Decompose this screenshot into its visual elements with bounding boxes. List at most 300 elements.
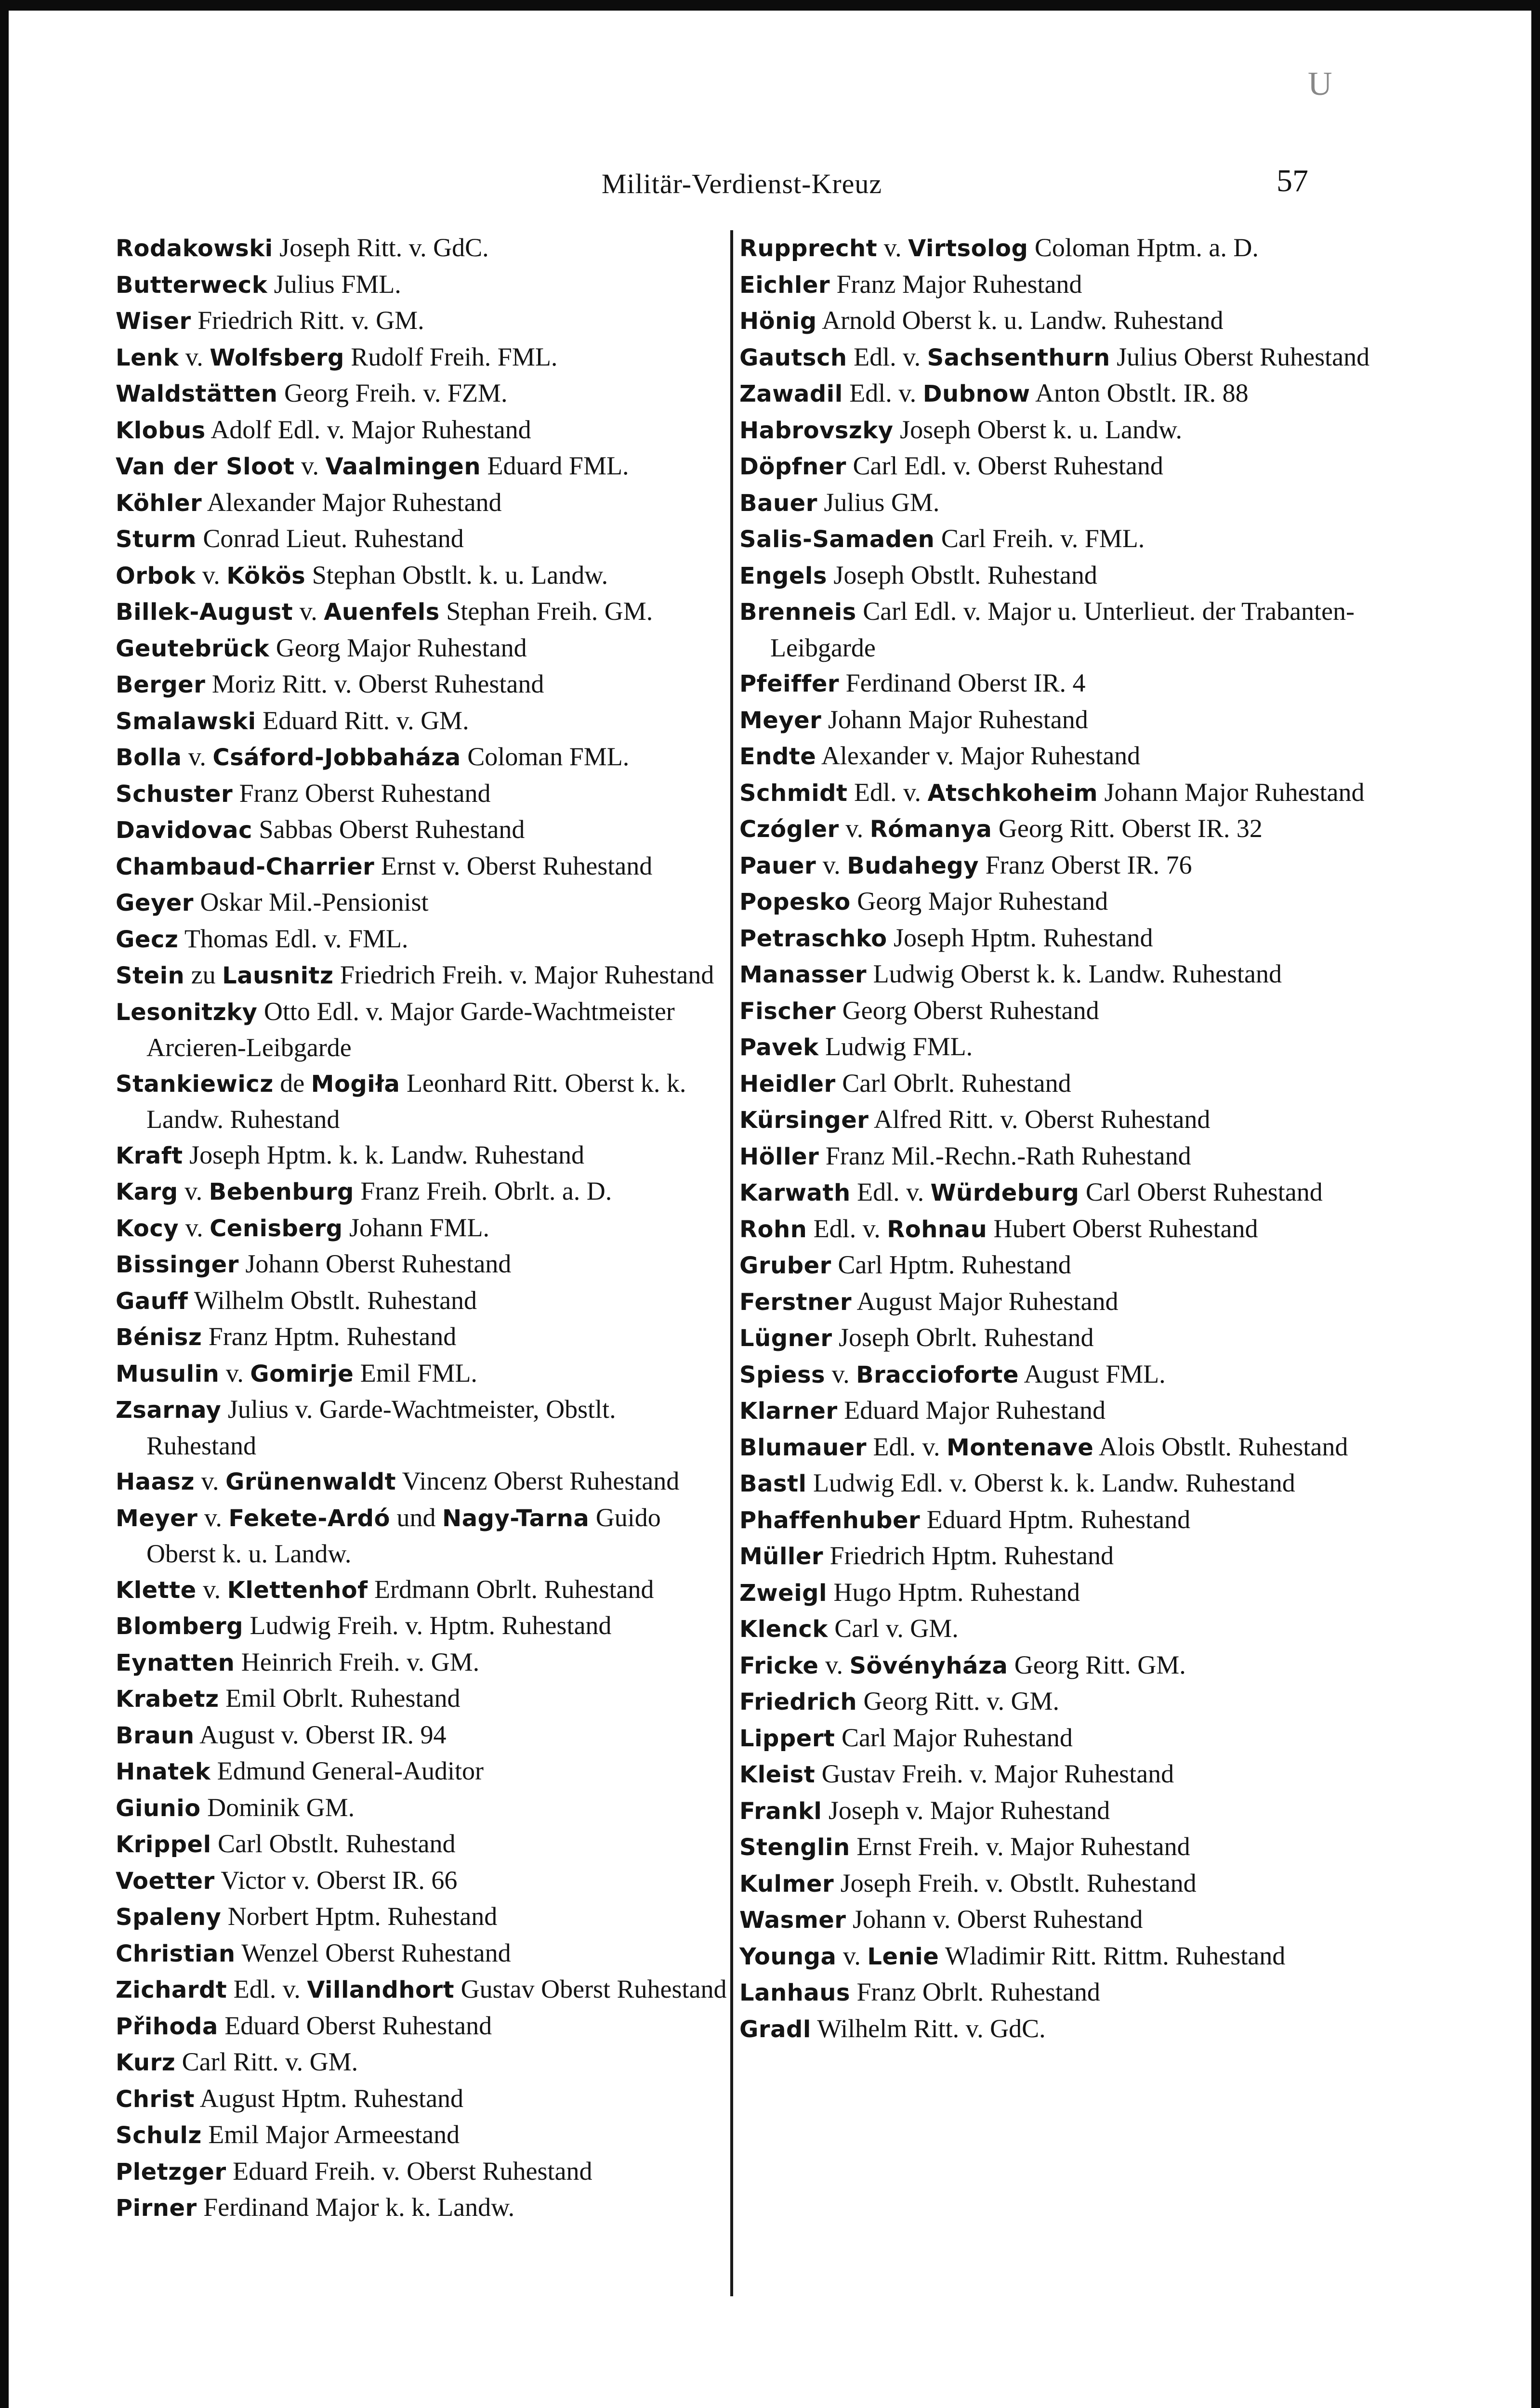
list-entry (739, 267, 1370, 303)
list-entry (116, 994, 730, 1066)
entry-mid: Edl. v. (850, 1178, 931, 1206)
entry-surname: Karg (116, 1178, 178, 1205)
list-entry (739, 1720, 1370, 1757)
list-entry (116, 1210, 730, 1247)
entry-surname: Köhler (116, 489, 202, 517)
entry-text: Franz Oberst Ruhestand (233, 778, 491, 808)
entry-surname: Braun (116, 1722, 195, 1749)
entry-surname: Krabetz (116, 1686, 219, 1713)
entry-mid: v. (178, 1177, 209, 1205)
entry-mid: v. (196, 560, 227, 589)
entry-mid: Edl. v. (847, 342, 927, 371)
entry-surname: Lenk (116, 344, 179, 371)
entry-surname: Lanhaus (739, 1979, 850, 2006)
entry-text: Carl Obstlt. Ruhestand (211, 1829, 456, 1858)
list-entry (739, 1211, 1370, 1248)
entry-surname: Engels (739, 562, 827, 589)
list-entry (739, 1756, 1370, 1793)
entry-text: Emil Major Armeestand (201, 2120, 460, 2149)
entry-text: Ludwig Edl. v. Oberst k. k. Landw. Ruhestand (806, 1468, 1295, 1497)
entry-name2: Grünenwaldt (225, 1468, 396, 1495)
entry-text: Friedrich Ritt. v. GM. (191, 306, 424, 335)
entry-text: Alfred Ritt. v. Oberst Ruhestand (869, 1105, 1211, 1134)
entry-text: Franz Hptm. Ruhestand (202, 1322, 457, 1351)
entry-mid: v. (196, 1574, 227, 1604)
list-entry (116, 267, 730, 303)
list-entry (116, 2154, 730, 2190)
entry-text: Emil FML. (354, 1358, 477, 1387)
entry-surname: Rohn (739, 1216, 807, 1243)
list-entry (739, 1066, 1370, 1102)
entry-surname: Bastl (739, 1470, 807, 1497)
list-entry (116, 812, 730, 849)
entry-name2: Rómanya (869, 816, 992, 843)
entry-surname: Meyer (116, 1505, 198, 1532)
list-entry (116, 340, 730, 376)
entry-text: Carl Ritt. v. GM. (175, 2047, 358, 2076)
entry-mid: Edl. v. (847, 777, 928, 807)
list-entry (116, 921, 730, 958)
list-entry (739, 811, 1370, 848)
list-entry (739, 1648, 1370, 1684)
entry-surname: Salis-Samaden (739, 526, 935, 553)
entry-text: Georg Major Ruhestand (269, 633, 527, 662)
list-entry (739, 1611, 1370, 1648)
entry-text: Stephan Freih. GM. (439, 597, 653, 626)
entry-name2: Atschkoheim (927, 779, 1098, 807)
entry-surname: Klobus (116, 417, 206, 444)
list-entry (739, 884, 1370, 920)
entry-mid: v. (182, 742, 213, 771)
entry-surname: Gruber (739, 1252, 831, 1279)
entry-text: Dominik GM. (200, 1793, 355, 1822)
entry-surname: Blumauer (739, 1434, 867, 1461)
list-entry (739, 1575, 1370, 1611)
entry-surname: Zweigl (739, 1579, 827, 1607)
entry-name2: Dubnow (922, 380, 1030, 407)
entry-name2: Csáford-Jobbaháza (212, 744, 461, 771)
entry-text: Otto Edl. v. Major Garde-Wachtmeister Arcieren-Leibgarde (146, 996, 675, 1062)
list-entry (739, 993, 1370, 1030)
entry-text: Carl Edl. v. Major u. Unterlieut. der Trabanten-Leibgarde (770, 597, 1355, 662)
entry-surname: Stein (116, 962, 185, 989)
entry-surname: Geutebrück (116, 635, 270, 662)
list-entry (116, 776, 730, 812)
entry-text: Joseph Ritt. v. GdC. (273, 233, 489, 262)
entry-surname: Wasmer (739, 1907, 846, 1934)
entry-surname: Pletzger (116, 2158, 226, 2186)
entry-text: August v. Oberst IR. 94 (194, 1720, 447, 1749)
entry-surname: Habrovszky (739, 417, 894, 444)
entry-mid: v. (825, 1359, 856, 1388)
entry-text: Eduard Major Ruhestand (837, 1396, 1106, 1425)
entry-mid: v. (179, 342, 210, 371)
entry-name2: Kökös (226, 562, 306, 589)
entry-text: Julius FML. (267, 269, 401, 299)
entry-surname: Hönig (739, 308, 817, 335)
entry-surname: Gradl (739, 2015, 811, 2043)
entry-surname: Waldstätten (116, 380, 278, 407)
entry-surname: Eichler (739, 271, 830, 299)
list-entry (739, 1829, 1370, 1866)
entry-surname: Karwath (739, 1179, 851, 1206)
list-entry (739, 1502, 1370, 1539)
list-entry (739, 1975, 1370, 2011)
entry-surname: Pirner (116, 2195, 197, 2222)
entry-text: Joseph Obstlt. Ruhestand (827, 560, 1097, 589)
entry-surname: Kulmer (739, 1870, 834, 1898)
entry-text: Joseph v. Major Ruhestand (822, 1795, 1110, 1825)
entry-text: Ferdinand Oberst IR. 4 (839, 668, 1086, 697)
entry-text: Johann FML. (342, 1213, 490, 1242)
entry-surname: Stenglin (739, 1834, 850, 1861)
entry-surname: Zawadil (739, 380, 843, 407)
list-entry (116, 376, 730, 412)
list-entry (739, 412, 1370, 449)
entry-text: Gustav Oberst Ruhestand (454, 1975, 727, 2003)
entry-text: Alois Obstlt. Ruhestand (1093, 1432, 1348, 1461)
entry-surname: Gauff (116, 1287, 188, 1315)
entry-surname: Younga (739, 1943, 837, 1970)
entry-mid: v. (293, 597, 324, 626)
list-entry (116, 1972, 730, 2008)
entry-surname: Gautsch (739, 344, 847, 371)
entry-text: Joseph Hptm. k. k. Landw. Ruhestand (183, 1140, 585, 1169)
entry-text: Norbert Hptm. Ruhestand (221, 1902, 498, 1931)
entry-surname: Endte (739, 743, 816, 770)
entry-text: Carl Freih. v. FML. (935, 524, 1145, 553)
entry-surname: Ferstner (739, 1288, 852, 1316)
entry-surname: Haasz (116, 1468, 195, 1495)
entry-text: Oskar Mil.-Pensionist (193, 888, 429, 916)
list-entry (739, 1429, 1370, 1466)
list-entry (739, 775, 1370, 811)
entry-text: Wilhelm Obstlt. Ruhestand (188, 1285, 477, 1315)
entry-surname: Wiser (116, 308, 191, 335)
entry-name2: Vaalmingen (325, 453, 481, 480)
entry-name2: Mogiła (311, 1070, 400, 1098)
list-entry (739, 594, 1370, 666)
list-entry (116, 558, 730, 594)
list-entry (739, 1175, 1370, 1211)
entry-surname: Butterweck (116, 271, 268, 299)
list-entry (739, 1284, 1370, 1321)
entry-surname: Kurz (116, 2049, 176, 2076)
entry-surname: Spaleny (116, 1904, 222, 1931)
list-entry (116, 1246, 730, 1283)
entry-name2: Cenisberg (210, 1215, 343, 1242)
list-entry (116, 1790, 730, 1827)
entry-text: Wladimir Ritt. Rittm. Ruhestand (939, 1941, 1286, 1970)
list-entry (116, 1863, 730, 1899)
entry-text: Adolf Edl. v. Major Ruhestand (205, 415, 531, 444)
list-entry (116, 1608, 730, 1645)
entry-surname: Phaffenhuber (739, 1506, 921, 1534)
entry-surname: Müller (739, 1543, 824, 1570)
entry-name2: Gomirje (250, 1360, 354, 1387)
entry-text: Carl Obrlt. Ruhestand (835, 1068, 1071, 1098)
entry-text: Johann v. Oberst Ruhestand (846, 1905, 1143, 1934)
entry-text: Franz Oberst IR. 76 (979, 850, 1192, 879)
entry-surname: Bissinger (116, 1251, 239, 1278)
entry-mid: v. (294, 451, 326, 480)
list-entry (739, 1393, 1370, 1429)
entry-text: Carl Hptm. Ruhestand (831, 1250, 1071, 1279)
entry-text: Johann Major Ruhestand (821, 705, 1088, 734)
entry-surname: Friedrich (739, 1688, 857, 1715)
entry-text: Eduard Ritt. v. GM. (256, 706, 469, 735)
entry-text: Carl Major Ruhestand (835, 1723, 1073, 1752)
entry-surname: Blomberg (116, 1613, 243, 1640)
entry-mid: v. (219, 1358, 250, 1387)
entry-surname: Geyer (116, 890, 194, 916)
entry-surname: Orbok (116, 562, 196, 589)
entry-surname: Schuster (116, 780, 233, 808)
list-entry (116, 1356, 730, 1392)
entry-text: Hugo Hptm. Ruhestand (827, 1577, 1080, 1607)
entry-text: Alexander v. Major Ruhestand (816, 741, 1141, 770)
entry-text: Leonhard Ritt. Oberst k. k. Landw. Ruhestand (146, 1068, 686, 1134)
entry-surname: Stankiewicz (116, 1070, 274, 1098)
entry-mid: de (273, 1068, 311, 1098)
list-entry (739, 448, 1370, 485)
running-header: Militär-Verdienst-Kreuz (601, 168, 882, 199)
entry-surname: Fischer (739, 997, 836, 1025)
entry-name2: Lausnitz (222, 962, 334, 989)
list-entry (739, 521, 1370, 558)
entry-surname: Döpfner (739, 453, 846, 480)
list-entry (116, 1066, 730, 1138)
entry-surname: Meyer (739, 707, 822, 734)
list-entry (116, 739, 730, 776)
entry-surname: Berger (116, 671, 206, 698)
entry-surname: Chambaud-Charrier (116, 853, 375, 880)
list-entry (116, 1681, 730, 1717)
entry-text: Carl v. GM. (828, 1614, 959, 1643)
list-entry (116, 885, 730, 921)
entry-name2: Lenie (867, 1943, 939, 1970)
entry-text: Stephan Obstlt. k. u. Landw. (305, 560, 608, 589)
list-entry (116, 1464, 730, 1500)
entry-surname: Bauer (739, 489, 817, 517)
list-entry (739, 485, 1370, 522)
entry-text: Georg Ritt. GM. (1008, 1650, 1186, 1679)
entry-surname: Eynatten (116, 1649, 235, 1676)
entry-name2: Montenave (947, 1434, 1094, 1461)
entry-text: Vincenz Oberst Ruhestand (396, 1466, 680, 1495)
list-entry (116, 1754, 730, 1790)
entry-text: Friedrich Hptm. Ruhestand (823, 1541, 1114, 1570)
entry-text: Friedrich Freih. v. Major Ruhestand (333, 960, 714, 989)
entry-surname: Kraft (116, 1142, 183, 1169)
list-entry (116, 2117, 730, 2154)
entry-text: Ludwig FML. (818, 1032, 973, 1061)
entry-text: Victor v. Oberst IR. 66 (214, 1865, 458, 1895)
entry-surname: Schulz (116, 2122, 202, 2149)
entry-surname: Davidovac (116, 817, 252, 844)
left-column (116, 230, 730, 2226)
entry-surname: Zsarnay (116, 1397, 222, 1424)
entry-text: Ludwig Freih. v. Hptm. Ruhestand (243, 1611, 612, 1640)
entry-text: Georg Freih. v. FZM. (277, 379, 508, 407)
entry-mid: v. (179, 1213, 210, 1242)
entry-mid2: und (390, 1503, 443, 1532)
entry-text: Ernst v. Oberst Ruhestand (374, 851, 653, 880)
list-entry (739, 1247, 1370, 1284)
entry-mid: Edl. v. (227, 1975, 307, 2003)
entry-surname: Lügner (739, 1325, 832, 1352)
list-entry (116, 1936, 730, 1972)
list-entry (739, 340, 1370, 376)
entry-mid: v. (818, 1650, 850, 1679)
column-divider (730, 230, 733, 2296)
entry-surname: Musulin (116, 1360, 220, 1387)
list-entry (739, 1320, 1370, 1357)
entry-name2: Wolfsberg (210, 344, 344, 371)
entry-text: Georg Major Ruhestand (850, 887, 1108, 916)
right-column (739, 230, 1370, 2047)
entry-text: Joseph Freih. v. Obstlt. Ruhestand (834, 1868, 1197, 1898)
entry-surname: Zichardt (116, 1976, 227, 2003)
entry-name2: Rohnau (887, 1216, 987, 1243)
entry-surname: Kleist (739, 1761, 816, 1788)
list-entry (116, 1717, 730, 1754)
entry-text: Wilhelm Ritt. v. GdC. (811, 2014, 1046, 2043)
list-entry (739, 1793, 1370, 1830)
entry-text: Julius Oberst Ruhestand (1110, 342, 1370, 371)
list-entry (116, 2081, 730, 2118)
list-entry (116, 957, 730, 994)
entry-surname: Bénisz (116, 1324, 202, 1351)
entry-text: Georg Oberst Ruhestand (836, 995, 1099, 1025)
list-entry (739, 1902, 1370, 1938)
entry-mid: v. (836, 1941, 868, 1970)
entry-surname: Bolla (116, 744, 182, 771)
entry-text: Franz Freih. Obrlt. a. D. (354, 1177, 612, 1205)
entry-text: Franz Major Ruhestand (830, 269, 1082, 299)
list-entry (116, 2044, 730, 2081)
entry-text: Franz Mil.-Rechn.-Rath Ruhestand (819, 1141, 1191, 1170)
entry-text: Sabbas Oberst Ruhestand (252, 815, 525, 844)
entry-surname: Giunio (116, 1794, 201, 1822)
entry-surname: Spiess (739, 1361, 826, 1388)
list-entry (739, 1684, 1370, 1720)
list-entry (739, 2011, 1370, 2048)
list-entry (739, 1538, 1370, 1575)
entry-text: Wenzel Oberst Ruhestand (235, 1938, 511, 1967)
entry-surname: Popesko (739, 889, 851, 916)
list-entry (739, 666, 1370, 702)
entry-mid: v. (194, 1466, 225, 1495)
list-entry (739, 376, 1370, 412)
list-entry (739, 702, 1370, 739)
entry-surname: Christ (116, 2085, 195, 2113)
corner-mark: U (1308, 65, 1332, 103)
list-entry (116, 448, 730, 485)
list-entry (116, 1572, 730, 1609)
entry-surname: Klette (116, 1576, 197, 1604)
entry-text: Joseph Obrlt. Ruhestand (832, 1323, 1094, 1352)
entry-mid: v. (877, 233, 908, 262)
entry-text: Coloman FML. (461, 742, 630, 771)
entry-surname: Billek-August (116, 599, 293, 626)
entry-name2: Virtsolog (908, 235, 1028, 262)
list-entry (116, 1645, 730, 1681)
entry-surname: Smalawski (116, 707, 256, 735)
entry-text: Conrad Lieut. Ruhestand (196, 524, 464, 553)
entry-text: Carl Edl. v. Oberst Ruhestand (846, 451, 1163, 480)
entry-text: Eduard Hptm. Ruhestand (920, 1505, 1191, 1534)
entry-text: Johann Major Ruhestand (1098, 777, 1365, 807)
entry-surname: Voetter (116, 1867, 215, 1895)
entry-name2: Klettenhof (227, 1576, 368, 1604)
entry-surname: Christian (116, 1940, 236, 1967)
entry-surname: Krippel (116, 1831, 211, 1858)
entry-name2: Auenfels (324, 599, 440, 626)
entry-text: Coloman Hptm. a. D. (1028, 233, 1259, 262)
entry-surname: Pfeiffer (739, 670, 840, 697)
list-entry (116, 1138, 730, 1174)
list-entry (739, 1866, 1370, 1902)
entry-text: Alexander Major Ruhestand (202, 487, 502, 517)
list-entry (739, 1466, 1370, 1502)
entry-name2: Fekete-Ardó (228, 1505, 391, 1532)
list-entry (739, 230, 1370, 267)
list-entry (116, 1174, 730, 1210)
entry-text: Joseph Oberst k. u. Landw. (893, 415, 1182, 444)
entry-surname: Rupprecht (739, 235, 878, 262)
list-entry (739, 303, 1370, 340)
entry-surname: Klenck (739, 1616, 828, 1643)
list-entry (116, 521, 730, 558)
entry-text: August Major Ruhestand (851, 1286, 1119, 1316)
entry-name2: Budahegy (847, 852, 979, 879)
entry-name2: Villandhort (307, 1976, 455, 2003)
list-entry (739, 1139, 1370, 1175)
page-number: 57 (1277, 163, 1308, 198)
entry-mid: v. (197, 1503, 229, 1532)
entry-text: Julius v. Garde-Wachtmeister, Obstlt. Ruhestand (146, 1395, 616, 1460)
entry-surname: Pauer (739, 852, 816, 879)
entry-surname: Gecz (116, 926, 179, 953)
entry-surname: Petraschko (739, 925, 887, 952)
list-entry (116, 594, 730, 630)
entry-text: Franz Obrlt. Ruhestand (850, 1977, 1100, 2006)
entry-text: Thomas Edl. v. FML. (178, 924, 408, 953)
entry-text: Joseph Hptm. Ruhestand (887, 923, 1153, 952)
entry-surname: Lippert (739, 1725, 835, 1752)
entry-text: Ludwig Oberst k. k. Landw. Ruhestand (867, 959, 1282, 988)
list-entry (116, 412, 730, 449)
list-entry (116, 630, 730, 667)
entry-text: Gustav Freih. v. Major Ruhestand (815, 1759, 1174, 1788)
list-entry (116, 303, 730, 340)
entry-surname: Lesonitzky (116, 998, 258, 1026)
list-entry (116, 667, 730, 703)
list-entry (116, 1826, 730, 1863)
list-entry (116, 703, 730, 740)
list-entry (116, 2008, 730, 2045)
entry-name2: Bebenburg (209, 1178, 354, 1205)
list-entry (739, 558, 1370, 594)
entry-text: Ernst Freih. v. Major Ruhestand (850, 1832, 1190, 1861)
list-entry (116, 1319, 730, 1356)
list-entry (116, 849, 730, 885)
entry-mid: Edl. v. (842, 379, 923, 407)
entry-text: Arnold Oberst k. u. Landw. Ruhestand (816, 306, 1224, 335)
entry-text: Anton Obstlt. IR. 88 (1030, 379, 1249, 407)
entry-surname: Kürsinger (739, 1107, 869, 1134)
